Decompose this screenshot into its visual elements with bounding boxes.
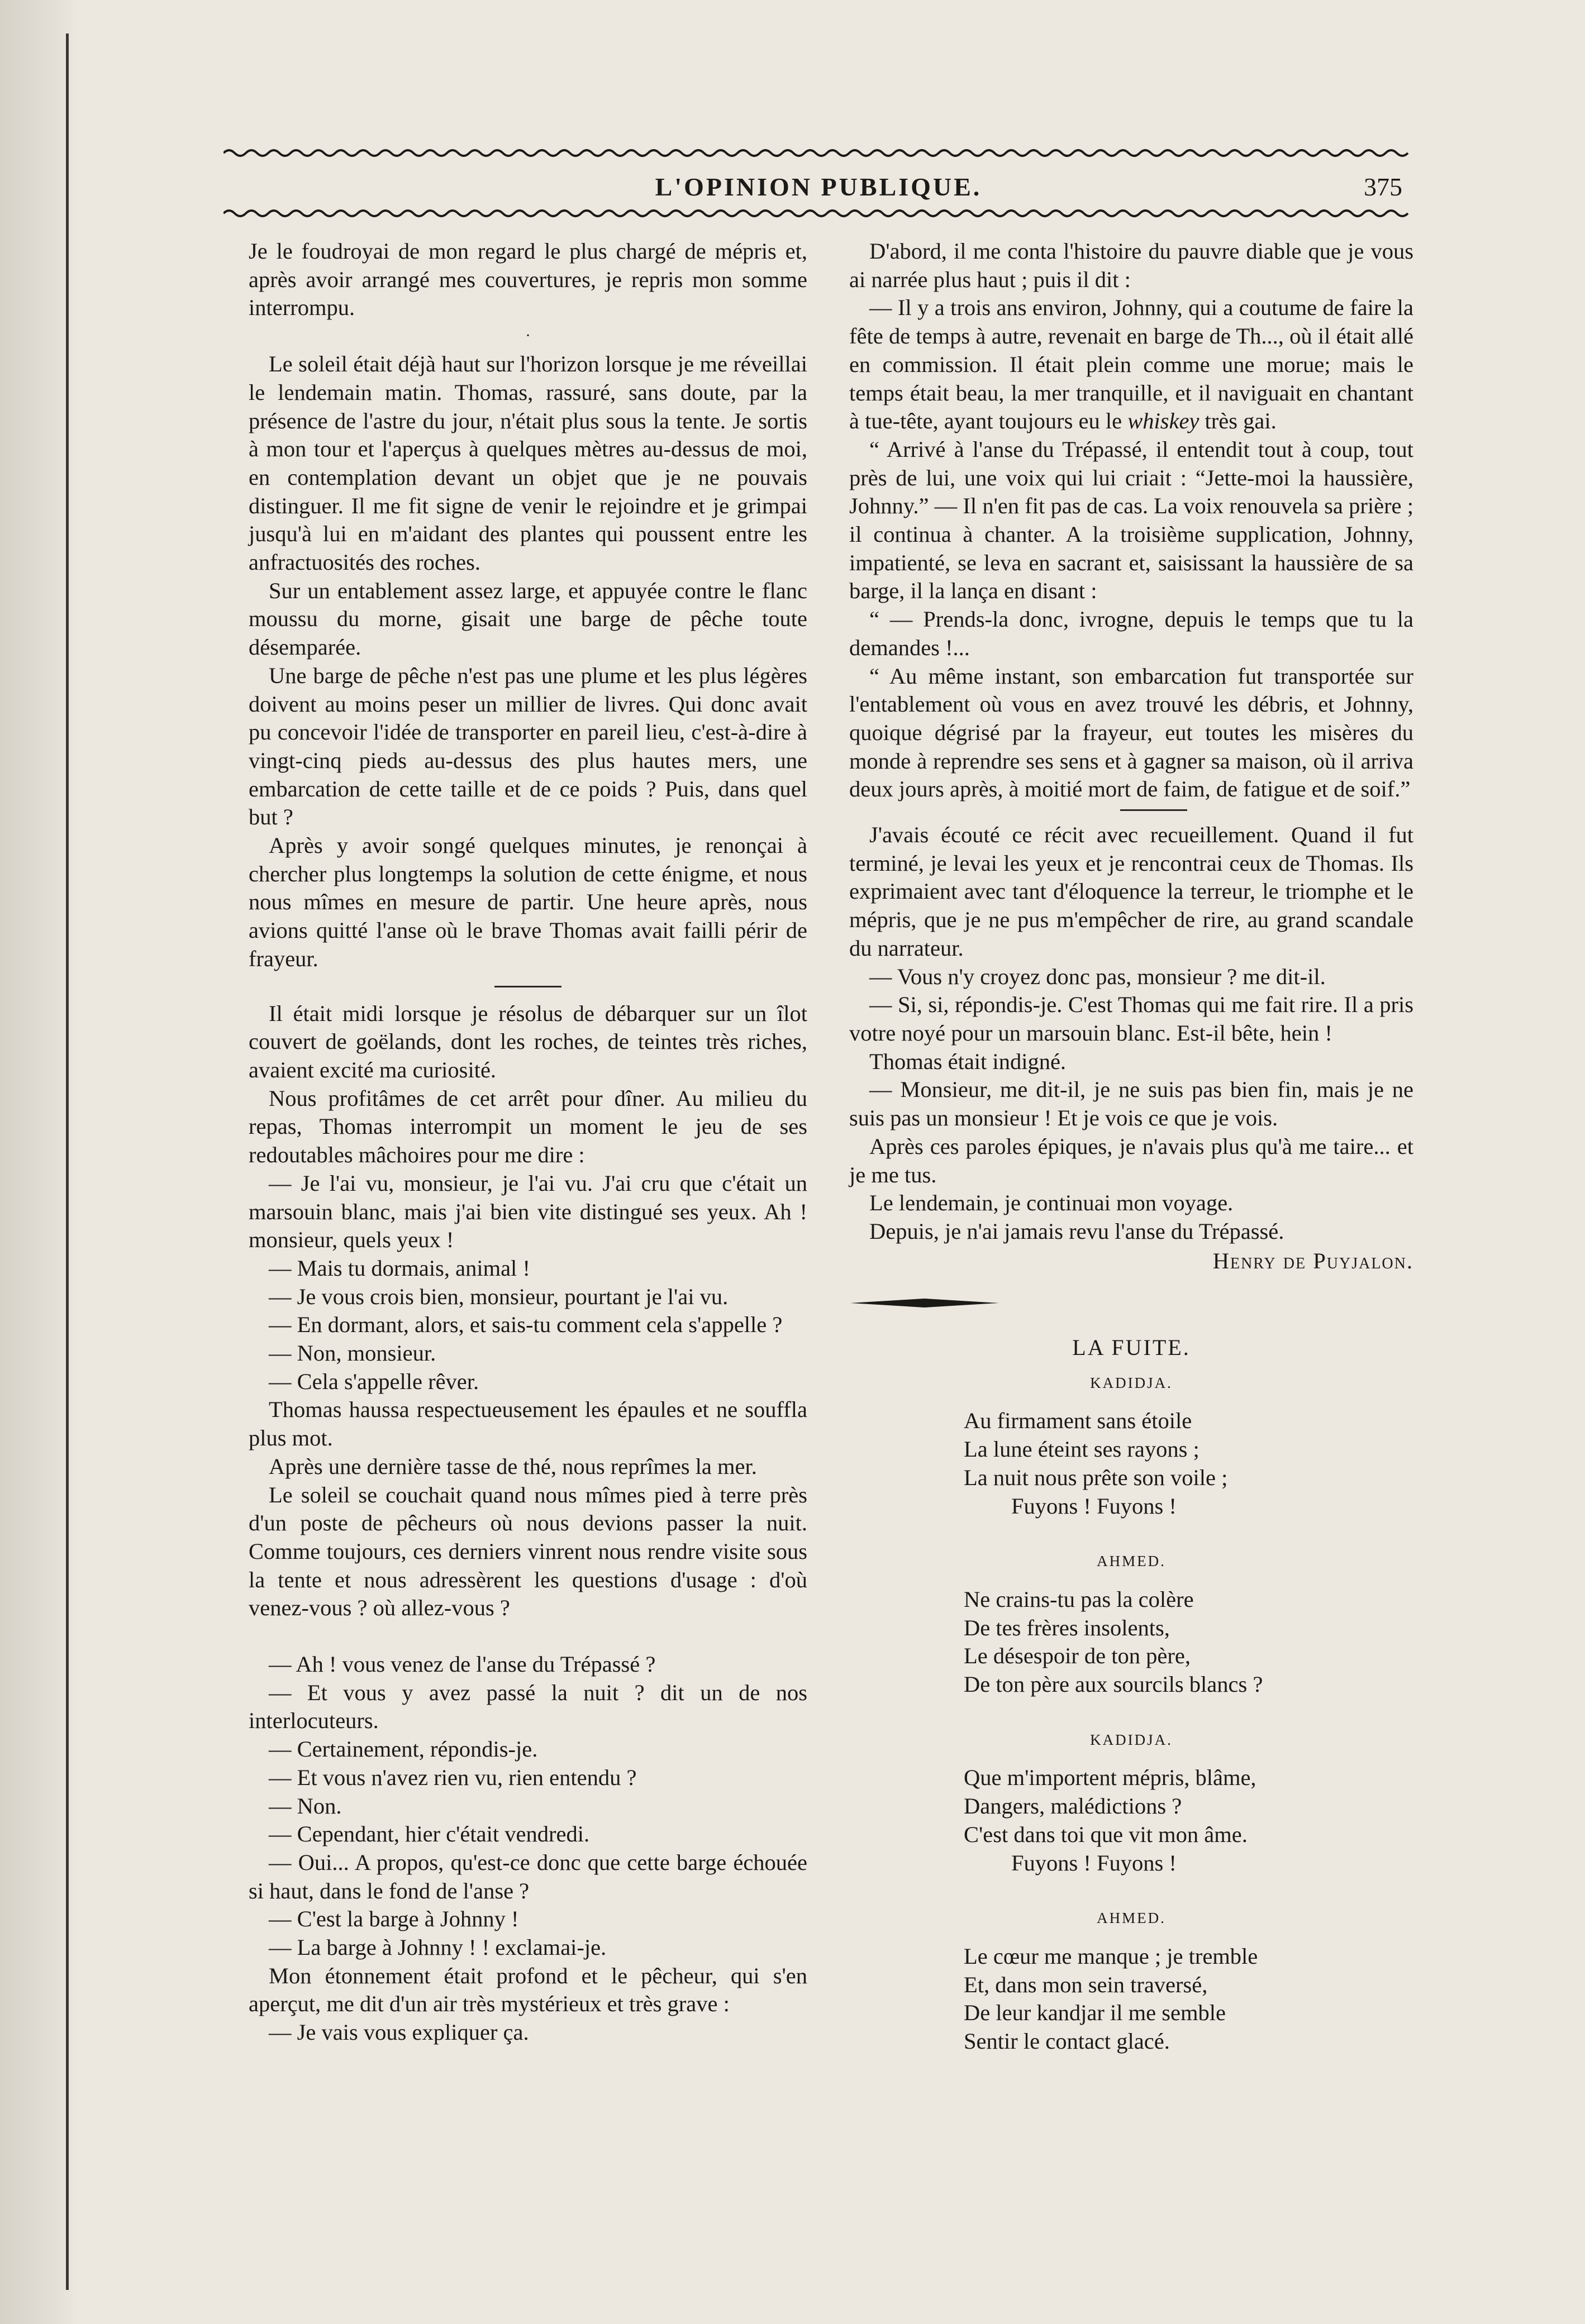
ornamental-divider [849,1297,1000,1309]
paragraph: Le soleil était déjà haut sur l'horizon lorsque je me réveillai le lendemain matin. Thomas, rassuré, sans doute, par la présence de l'astre du jour, n'était plus sous la tente. Je sortis à mon tour et l'aperçus à quelques mètres au-dessus de moi, en contemplation devant un objet que je ne pouvais distinguer. Il me fit signe de venir le rejoindre et je grimpai jusqu'à lui en m'aidant des plantes qui poussent entre les anfractuosités des roches. [249,351,807,575]
paragraph: Après ces paroles épiques, je n'avais plus qu'à me taire... et je me tus. [849,1133,1413,1187]
poem-title: LA FUITE. [1072,1335,1191,1361]
poem-line: Au firmament sans étoile [964,1408,1192,1434]
dialogue-line: — La barge à Johnny ! ! exclamai-je. [269,1935,607,1960]
paragraph: Après une dernière tasse de thé, nous reprîmes la mer. [269,1453,757,1479]
poem-speaker: KADIDJA. [1090,1731,1173,1748]
dialogue-line: — Cependant, hier c'était vendredi. [269,1821,590,1847]
poem-line: Le désespoir de ton père, [964,1643,1191,1669]
dialogue-line: — Vous n'y croyez donc pas, monsieur ? me dit-il. [869,963,1326,989]
dialogue-line: — Je vous crois bien, monsieur, pourtant je l'ai vu. [269,1283,729,1309]
paragraph-text: très gai. [1199,408,1277,434]
paragraph: Une barge de pêche n'est pas une plume et les plus légères doivent au moins peser un millier de livres. Qui donc avait pu concevoir l'idée de transporter en pareil lieu, c'est-à-dire à vingt-cinq pieds au-dessus des plus hautes mers, une embarcation de cette taille et de ce poids ? Puis, dans quel but ? [249,662,807,830]
stanza-gap [849,1877,1413,1897]
paragraph: Le soleil se couchait quand nous mîmes pied à terre près d'un poste de pêcheurs où nous devions passer la nuit. Comme toujours, ces derniers vinrent nous rendre visite sous la tente et nous adressèrent les questions d'usage : d'où venez-vous ? où allez-vous ? [249,1482,807,1621]
poem-stanza [964,1764,1413,1877]
poem-speaker: KADIDJA. [1090,1374,1173,1391]
poem-line: Fuyons ! Fuyons ! [1011,1493,1177,1519]
section-gap [249,1622,807,1650]
paragraph: Le lendemain, je continuai mon voyage. [869,1190,1234,1216]
dialogue-line: — Cela s'appelle rêver. [269,1368,479,1394]
dialogue-line: — Non. [269,1793,342,1819]
dialogue-line: — Je l'ai vu, monsieur, je l'ai vu. J'ai cru que c'était un marsouin blanc, mais j'ai bien vite distingué ses yeux. Ah ! monsieur, quels yeux ! [249,1170,807,1253]
poem-line: C'est dans toi que vit mon âme. [964,1821,1248,1847]
paragraph: Thomas était indigné. [869,1048,1067,1074]
paragraph: Je le foudroyai de mon regard le plus chargé de mépris et, après avoir arrangé mes couvertures, je repris mon somme interrompu. [249,238,807,321]
dialogue-line: — Ah ! vous venez de l'anse du Trépassé ? [269,1652,656,1677]
italic-word: whiskey [1127,408,1200,434]
poem-speaker: AHMED. [1097,1910,1166,1927]
poem-stanza [964,1586,1413,1699]
poem-line: Sentir le contact glacé. [964,2029,1170,2054]
poem-line: De leur kandjar il me semble [964,2000,1226,2026]
page-header [223,168,1413,212]
poem-line: Que m'importent mépris, blâme, [964,1765,1256,1791]
dialogue-line: — Si, si, répondis-je. C'est Thomas qui me fait rire. Il a pris votre noyé pour un marsouin blanc. Est-il bête, hein ! [849,992,1413,1046]
bottom-wavy-rule [223,207,1413,220]
poem-line: La nuit nous prête son voile ; [964,1464,1228,1490]
poem-line: Le cœur me manque ; je tremble [964,1943,1258,1969]
top-wavy-rule [223,146,1413,160]
dialogue-line: — Et vous n'avez rien vu, rien entendu ? [269,1764,637,1790]
stanza-gap [849,1520,1413,1540]
paragraph [849,294,1413,436]
poem-line: Dangers, malédictions ? [964,1793,1182,1819]
section-divider [1120,809,1187,811]
paragraph: “ Arrivé à l'anse du Trépassé, il entendit tout à coup, tout près de lui, une voix qui lui criait : “Jette-moi la haussière, Johnny.” — Il n'en fit pas de cas. La voix renouvela sa prière ; il continua à chanter. A la troisième supplication, Johnny, impatienté, se leva en sacrant et, saisissant la haussière de sa barge, il la lança en disant : [849,436,1413,604]
dialogue-line: — Oui... A propos, qu'est-ce donc que cette barge échouée si haut, dans le fond de l'anse ? [249,1849,807,1903]
paragraph: “ — Prends-la donc, ivrogne, depuis le temps que tu la demandes !... [849,607,1413,660]
poem-speaker: AHMED. [1097,1553,1166,1570]
paragraph-text: — Il y a trois ans environ, Johnny, qui a coutume de faire la fête de temps à autre, revenait en barge de Th..., où il était allé en commission. Il était plein comme une morue; mais le temps était beau, la mer tranquille, et il naviguait en chantant à tue-tête, ayant toujours eu le [849,295,1413,434]
journal-title: L'OPINION PUBLIQUE. [655,173,982,201]
poem-line: Ne crains-tu pas la colère [964,1586,1194,1612]
paragraph: Thomas haussa respectueusement les épaules et ne souffla plus mot. [249,1397,807,1451]
poem-line: De tes frères insolents, [964,1615,1170,1640]
paragraph: Nous profitâmes de cet arrêt pour dîner. Au milieu du repas, Thomas interrompit un moment le jeu de ses redoutables mâchoires pour me dire : [249,1085,807,1168]
paragraph: Après y avoir songé quelques minutes, je renonçai à chercher plus longtemps la solution de cette énigme, et nous nous mîmes en mesure de partir. Une heure après, nous avions quitté l'anse où le brave Thomas avait failli périr de frayeur. [249,833,807,971]
dialogue-line: — C'est la barge à Johnny ! [269,1906,519,1932]
dialogue-line: — Je vais vous expliquer ça. [269,2020,529,2045]
poem-stanza [964,1943,1413,2056]
page-number: 375 [1364,173,1402,201]
poem-line: Fuyons ! Fuyons ! [1011,1850,1177,1876]
paragraph: Il était midi lorsque je résolus de débarquer sur un îlot couvert de goëlands, dont les roches, de teintes très riches, avaient excité ma curiosité. [249,1000,807,1082]
section-divider [494,986,561,987]
poem-stanza [964,1407,1413,1520]
right-column [849,237,1413,2056]
dialogue-line: — Non, monsieur. [269,1340,436,1366]
author-signature: Henry de Puyjalon. [1212,1248,1413,1273]
paragraph: Sur un entablement assez large, et appuyée contre le flanc moussu du morne, gisait une barge de pêche toute désemparée. [249,578,807,660]
stanza-gap [849,1699,1413,1719]
paragraph: D'abord, il me conta l'histoire du pauvre diable que je vous ai narrée plus haut ; puis il dit : [849,238,1413,292]
dialogue-line: — Monsieur, me dit-il, je ne suis pas bien fin, mais je ne suis pas un monsieur ! Et je vois ce que je vois. [849,1077,1413,1131]
poem-line: De ton père aux sourcils blancs ? [964,1672,1263,1697]
dialogue-line: — En dormant, alors, et sais-tu comment cela s'appelle ? [269,1312,783,1338]
paragraph: Mon étonnement était profond et le pêcheur, qui s'en aperçut, me dit d'un air très mystérieux et très grave : [249,1963,807,2017]
section-break-mark: · [525,327,531,345]
poem-line: La lune éteint ses rayons ; [964,1437,1200,1462]
poem-line: Et, dans mon sein traversé, [964,1972,1208,1997]
dialogue-line: — Certainement, répondis-je. [269,1736,538,1762]
paragraph: J'avais écouté ce récit avec recueillement. Quand il fut terminé, je levai les yeux et je rencontrai ceux de Thomas. Ils exprimaient avec tant d'éloquence la terreur, le triomphe et le mépris, que je ne pus m'empêcher de rire, au grand scandale du narrateur. [849,822,1413,961]
left-column [249,237,807,2047]
paragraph: “ Au même instant, son embarcation fut transportée sur l'entablement où vous en avez trouvé les débris, et Johnny, quoique dégrisé par la frayeur, eut toutes les misères du monde à reprendre ses sens et à gagner sa maison, où il arriva deux jours après, à moitié mort de faim, de fatigue et de soif.” [849,663,1413,802]
paragraph: Depuis, je n'ai jamais revu l'anse du Trépassé. [869,1218,1284,1244]
dialogue-line: — Et vous y avez passé la nuit ? dit un de nos interlocuteurs. [249,1679,807,1734]
dialogue-line: — Mais tu dormais, animal ! [269,1255,530,1281]
binding-fold-line [66,34,69,2290]
